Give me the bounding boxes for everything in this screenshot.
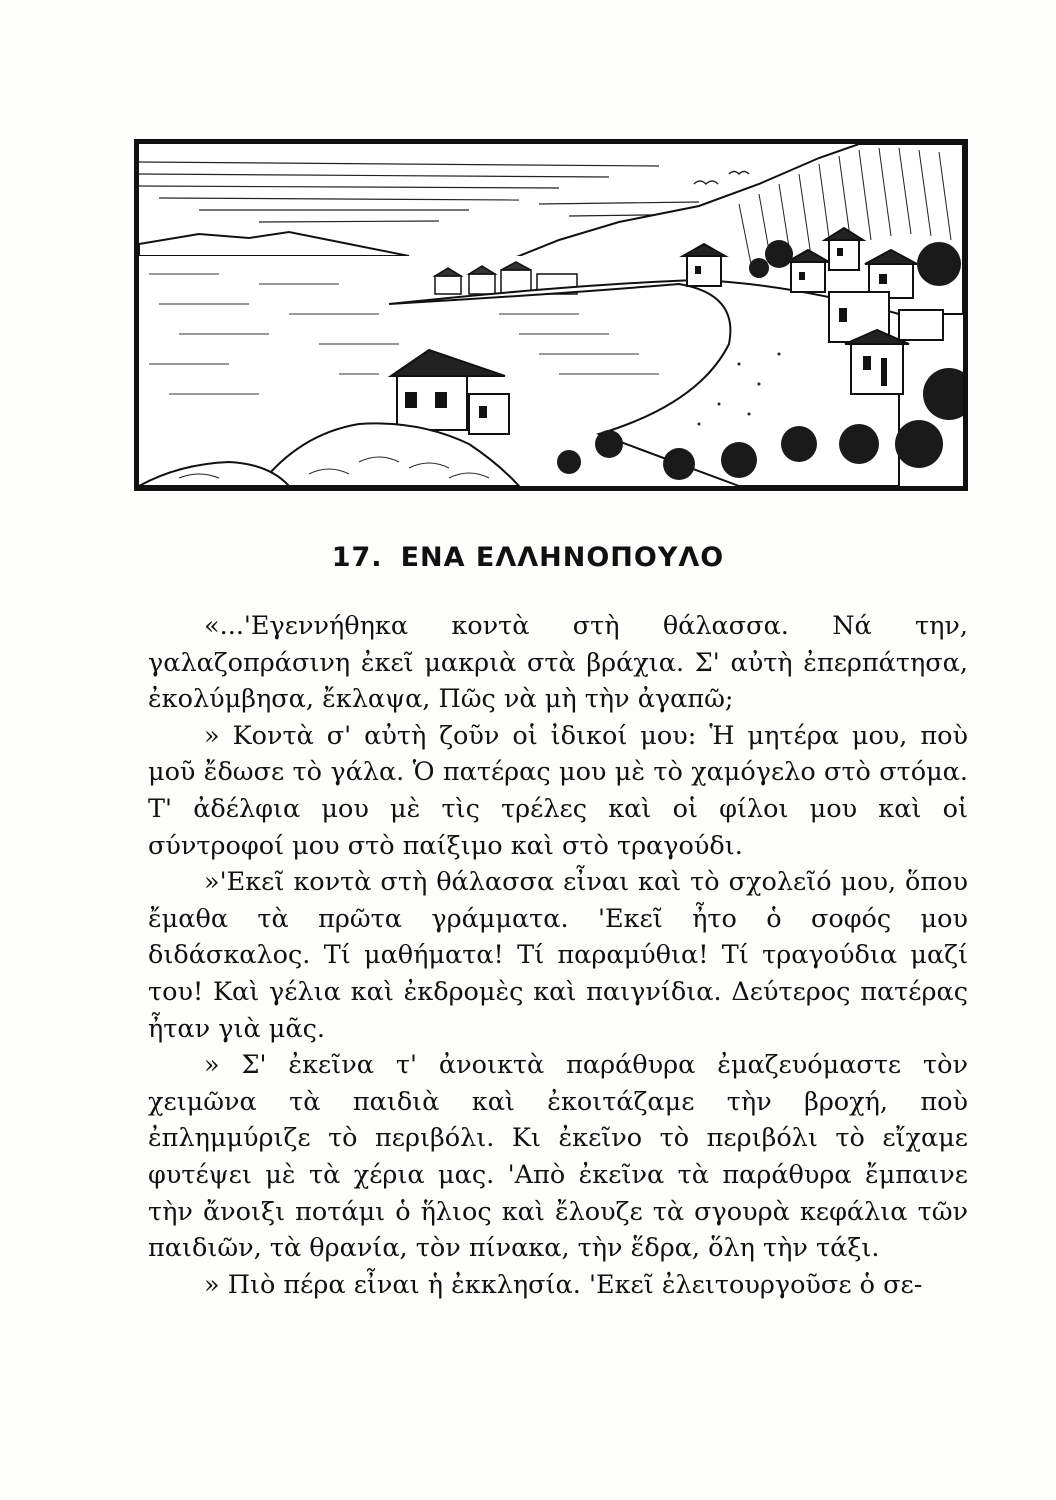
paragraph-1: «...'Εγεννήθηκα κοντὰ στὴ θάλασσα. Νά την, γαλαζοπράσινη ἐκεῖ μακριὰ στὰ βράχια. Σ' αὐτὴ ἐπερπάτησα, ἐκολύμβησα, ἔκλαψα, Πῶς νὰ μὴ τὴν ἀγαπῶ; — [148, 611, 968, 715]
chapter-title: ΕΝΑ ΕΛΛΗΝΟΠΟΥΛΟ — [400, 542, 725, 573]
coastal-village-illustration — [134, 139, 968, 491]
foreground-rock-left — [139, 462, 289, 486]
paragraph-3: »'Εκεῖ κοντὰ στὴ θάλασσα εἶναι καὶ τὸ σχολεῖό μου, ὅπου ἔμαθα τὰ πρῶτα γράμματα. 'Εκεῖ ἦτο ὁ σοφός μου διδάσκαλος. Τί μαθήματα! Τί παραμύθια! Τί τραγούδια μαζί του! Καὶ γέλια καὶ ἐκδρομὲς καὶ παιγνίδια. Δεύτερος πατέρας ἦταν γιὰ μᾶς. — [148, 867, 968, 1044]
paragraph-4: » Σ' ἐκεῖνα τ' ἀνοικτὰ παράθυρα ἐμαζευόμαστε τὸν χειμῶνα τὰ παιδιὰ καὶ ἐκοιτάζαμε τὴν βροχή, ποὺ ἐπλημμύριζε τὸ περιβόλι. Κι ἐκεῖνο τὸ περιβόλι τὸ εἴχαμε φυτέψει μὲ τὰ χέρια μας. 'Απὸ ἐκεῖνα τὰ παράθυρα ἔμπαινε τὴν ἄνοιξι ποτάμι ὁ ἥλιος καὶ ἔλουζε τὰ σγουρὰ κεφάλια τῶν παιδιῶν, τὰ θρανία, τὸν πίνακα, τὴν ἕδρα, ὅλη τὴν τάξι. — [148, 1050, 968, 1264]
paragraph-2: » Κοντὰ σ' αὐτὴ ζοῦν οἱ ἰδικοί μου: Ἡ μητέρα μου, ποὺ μοῦ ἔδωσε τὸ γάλα. Ὁ πατέρας μου μὲ τὸ χαμόγελο στὸ στόμα. Τ' ἀδέλφια μου μὲ τὶς τρέλες καὶ οἱ φίλοι μου καὶ οἱ σύντροφοί μου στὸ παίξιμο καὶ στὸ τραγούδι. — [148, 720, 968, 861]
chapter-number: 17. — [331, 542, 383, 573]
sky-hatching — [139, 162, 719, 222]
paragraph-5: » Πιὸ πέρα εἶναι ἡ ἐκκλησία. 'Εκεῖ ἐλειτουργοῦσε ὁ σε- — [204, 1269, 923, 1300]
woodcut-drawing — [139, 144, 963, 486]
distant-mountains — [139, 232, 409, 256]
chapter-heading — [0, 542, 1056, 573]
body-text — [148, 608, 968, 1303]
